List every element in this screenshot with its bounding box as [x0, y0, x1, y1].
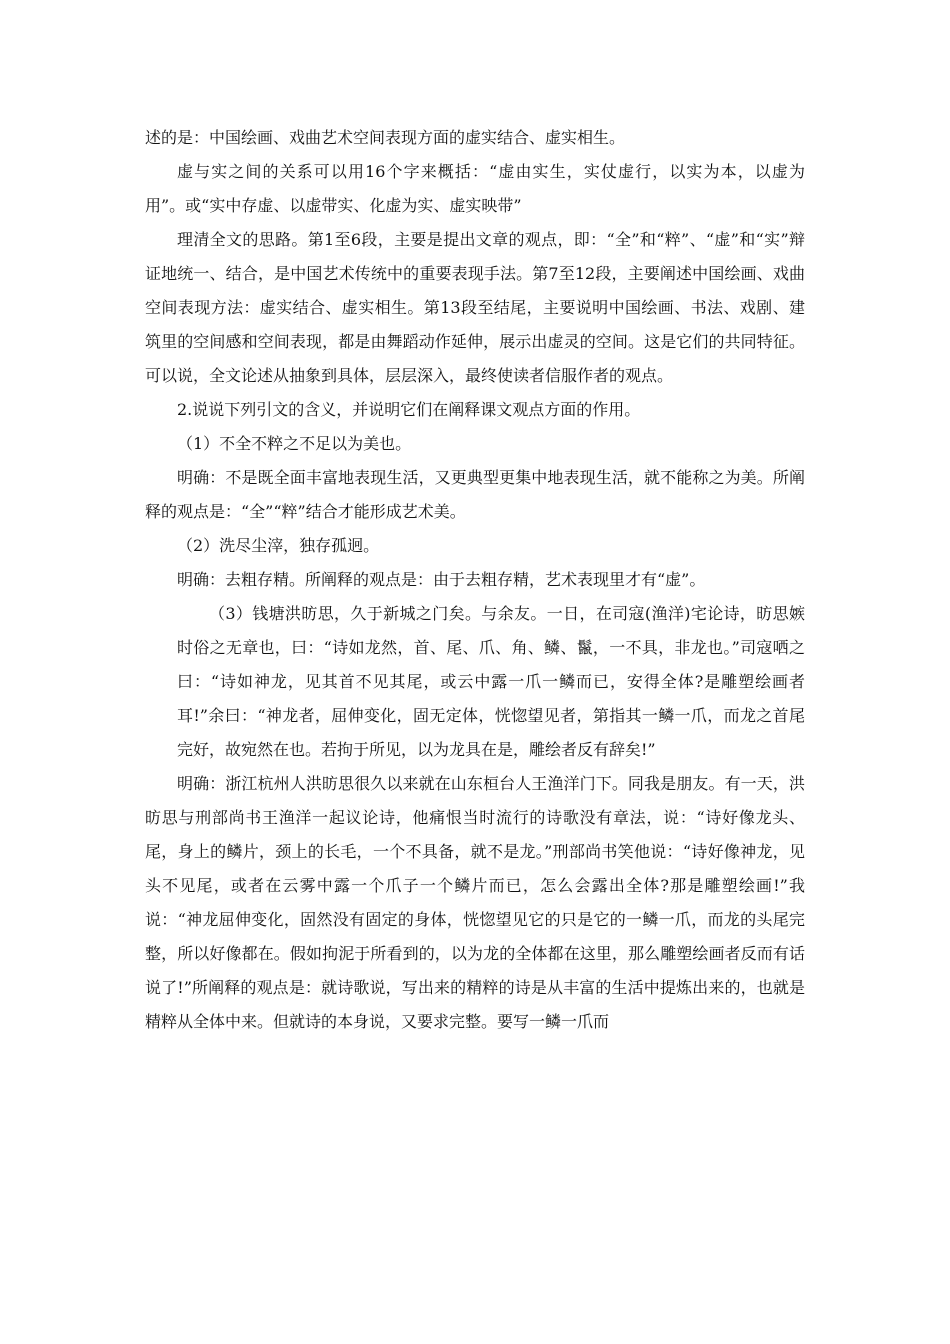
quote-3: （3）钱塘洪昉思，久于新城之门矣。与余友。一日，在司寇(渔洋)宅论诗，昉思嫉时俗之无章也，曰：“诗如龙然，首、尾、爪、角、鳞、鬣，一不具，非龙也。”司寇哂之曰：“诗如神龙，见其首不见其尾，或云中露一爪一鳞而已，安得全体?是雕塑绘画者耳!”余曰：“神龙者，屈伸变化，固无定体，恍惚望见者，第指其一鳞一爪，而龙之首尾完好，故宛然在也。若拘于所见，以为龙具在是，雕绘者反有辞矣!” — [177, 604, 805, 759]
quote-2: （2）洗尽尘滓，独存孤迥。 — [177, 536, 380, 555]
quote-1: （1）不全不粹之不足以为美也。 — [177, 434, 412, 453]
paragraph-3: 理清全文的思路。第1至6段，主要是提出文章的观点，即：“全”和“粹”、“虚”和“实”辩证地统一、结合，是中国艺术传统中的重要表现手法。第7至12段，主要阐述中国绘画、戏曲空间表现方法：虚实结合、虚实相生。第13段至结尾，主要说明中国绘画、书法、戏剧、建筑里的空间感和空间表现，都是由舞蹈动作延伸，展示出虚灵的空间。这是它们的共同特征。可以说，全文论述从抽象到具体，层层深入，最终使读者信服作者的观点。 — [145, 230, 805, 385]
paragraph-2: 虚与实之间的关系可以用16个字来概括：“虚由实生，实仗虚行，以实为本，以虚为用”。或“实中存虚、以虚带实、化虚为实、虚实映带” — [145, 162, 805, 215]
answer-3: 明确：浙江杭州人洪昉思很久以来就在山东桓台人王渔洋门下。同我是朋友。有一天，洪昉思与刑部尚书王渔洋一起议论诗，他痛恨当时流行的诗歌没有章法，说：“诗好像龙头、尾，身上的鳞片，颈上的长毛，一个不具备，就不是龙。”刑部尚书笑他说：“诗好像神龙，见头不见尾，或者在云雾中露一个爪子一个鳞片而已，怎么会露出全体?那是雕塑绘画!”我说：“神龙屈伸变化，固然没有固定的身体，恍惚望见它的只是它的一鳞一爪，而龙的头尾完整，所以好像都在。假如拘泥于所看到的，以为龙的全体都在这里，那么雕塑绘画者反而有话说了!”所阐释的观点是：就诗歌说，写出来的精粹的诗是从丰富的生活中提炼出来的，也就是精粹从全体中来。但就诗的本身说，又要求完整。要写一鳞一爪而 — [145, 774, 805, 1031]
paragraph-1: 述的是：中国绘画、戏曲艺术空间表现方面的虚实结合、虚实相生。 — [145, 128, 626, 147]
question-2: 2.说说下列引文的含义，并说明它们在阐释课文观点方面的作用。 — [177, 400, 641, 419]
answer-2: 明确：去粗存精。所阐释的观点是：由于去粗存精，艺术表现里才有“虚”。 — [177, 570, 706, 589]
document-body — [145, 121, 805, 1039]
answer-1: 明确：不是既全面丰富地表现生活，又更典型更集中地表现生活，就不能称之为美。所阐释的观点是：“全”“粹”结合才能形成艺术美。 — [145, 468, 805, 521]
